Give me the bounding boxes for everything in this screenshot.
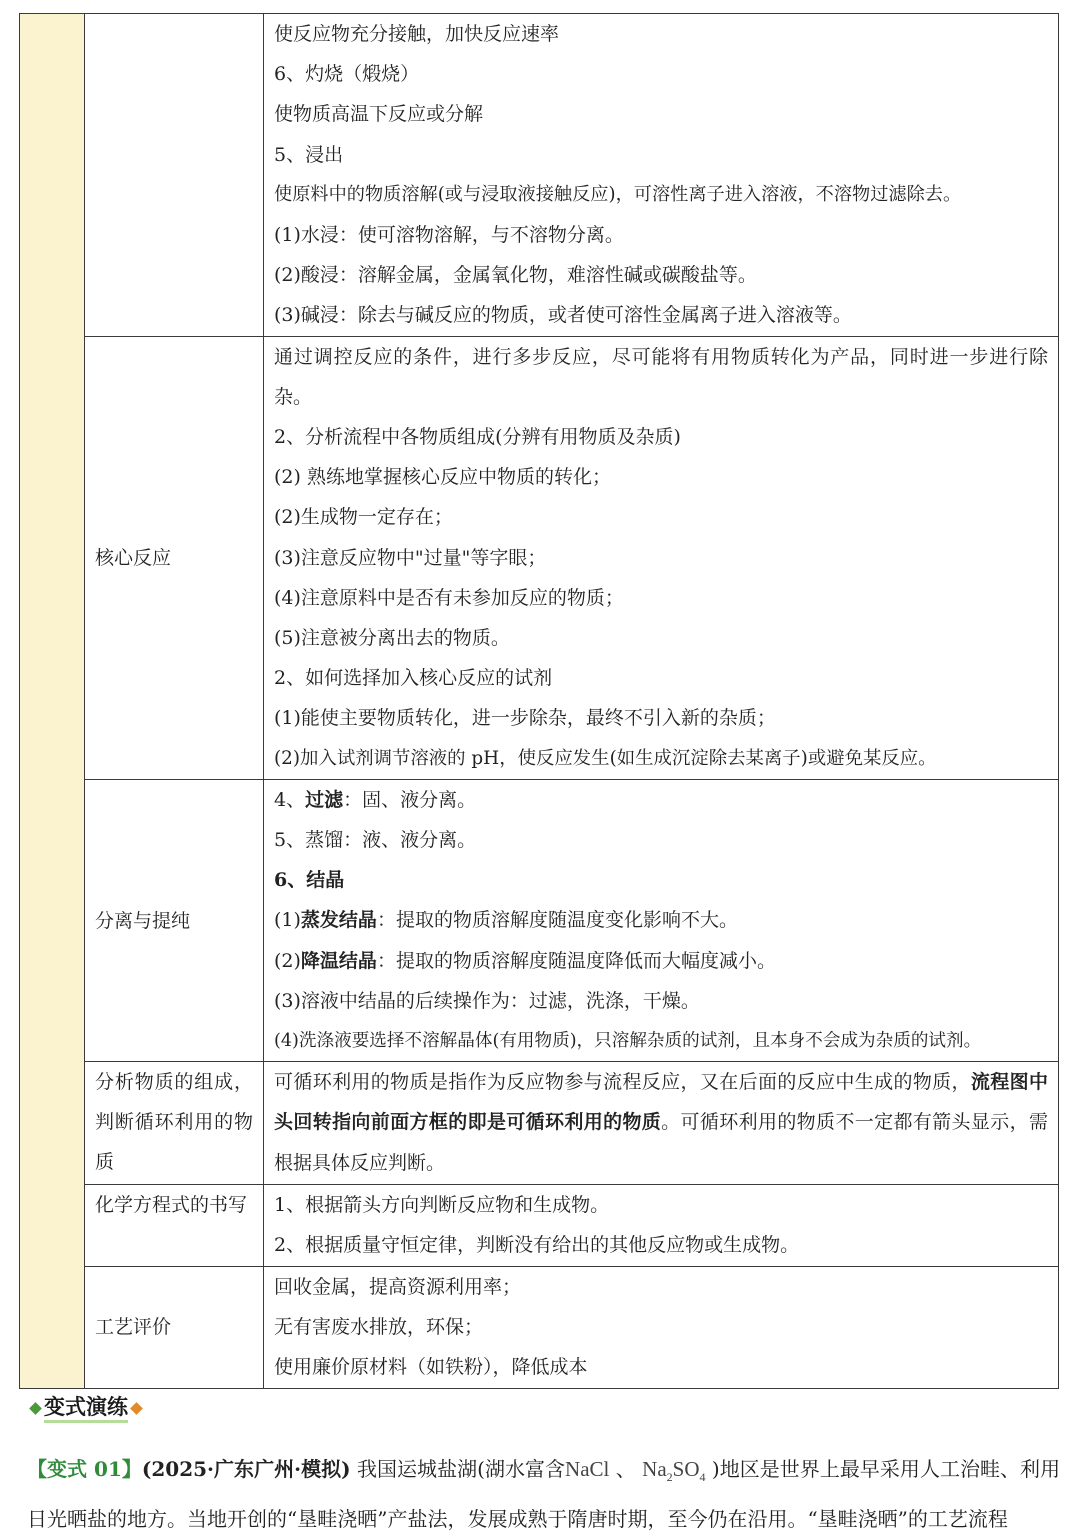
row-category: 分析物质的组成，判断循环利用的物质: [85, 1062, 264, 1185]
content-line: 通过调控反应的条件，进行多步反应，尽可能将有用物质转化为产品，同时进一步进行除杂。: [274, 345, 1048, 408]
content-line: (4)注意原料中是否有未参加反应的物质；: [274, 586, 624, 609]
row-content: [264, 1062, 1059, 1185]
row-content: [264, 336, 1059, 779]
content-line: (2) 熟练地掌握核心反应中物质的转化；: [274, 466, 611, 489]
content-line: (4)洗涤液要选择不溶解晶体(有用物质)，只溶解杂质的试剂，且本身不会成为杂质的试剂。: [274, 1031, 982, 1052]
row-content: [264, 1185, 1059, 1266]
formula-na2so4: $Na_2SO_4$: [642, 1457, 706, 1485]
table-row: [20, 14, 1059, 337]
content-line: 使反应物充分接触，加快反应速率: [274, 23, 560, 45]
formula-nacl: NaCl: [565, 1457, 610, 1481]
content-line: (1)水浸：使可溶物溶解，与不溶物分离。: [274, 224, 624, 247]
content-line: 2、根据质量守恒定律，判断没有给出的其他反应物或生成物。: [274, 1234, 800, 1257]
exercise-tag: 【变式 01】: [27, 1457, 142, 1481]
content-line: 使物质高温下反应或分解: [274, 103, 484, 126]
content-line: 5、浸出: [274, 143, 344, 166]
table-row: [20, 1266, 1059, 1388]
content-line: 6、灼烧（煅烧）: [274, 63, 420, 86]
exercise-text: 我国运城盐湖(湖水富含: [357, 1457, 566, 1481]
summary-table: [19, 13, 1059, 1389]
section-heading: [27, 1394, 145, 1423]
content-line: (2)生成物一定存在；: [274, 506, 453, 529]
content-line: (2)降温结晶：提取的物质溶解度随温度降低而大幅度减小。: [274, 949, 776, 972]
content-line: 6、结晶: [274, 869, 345, 892]
content-line: 使用廉价原材料（如铁粉），降低成本: [274, 1356, 588, 1379]
content-line: (5)注意被分离出去的物质。: [274, 627, 510, 650]
exercise-source: (2025·广东广州·模拟): [141, 1457, 351, 1481]
content-line: 回收金属，提高资源利用率；: [274, 1275, 522, 1298]
content-line: 使原料中的物质溶解(或与浸取液接触反应)，可溶性离子进入溶液，不溶物过滤除去。: [274, 183, 962, 205]
left-color-strip: [20, 14, 85, 1389]
diamond-left-icon: [29, 1402, 42, 1415]
content-line: (3)注意反应物中"过量"等字眼；: [274, 546, 547, 569]
row-category: 化学方程式的书写: [85, 1185, 264, 1266]
content-line: 1、根据箭头方向判断反应物和生成物。: [274, 1194, 610, 1217]
content-line: (1)蒸发结晶：提取的物质溶解度随温度变化影响不大。: [274, 909, 738, 932]
exercise-text: )地区是世界上最早采用人工治畦、利用日光晒盐的地方。当地开创的“垦畦浇晒”产盐法，发展成熟于隋唐时期，至今仍在沿用。“垦畦浇晒”的工艺流程: [27, 1457, 1061, 1532]
row-content: [264, 14, 1059, 337]
content-line: (3)溶液中结晶的后续操作为：过滤，洗涤，干燥。: [274, 989, 700, 1012]
row-category: 工艺评价: [85, 1266, 264, 1388]
row-category: 分离与提纯: [85, 779, 264, 1061]
content-line: 2、分析流程中各物质组成(分辨有用物质及杂质): [274, 426, 681, 449]
section-title: 变式演练: [44, 1394, 128, 1423]
table-row: [20, 779, 1059, 1061]
content-line: (3)碱浸：除去与碱反应的物质，或者使可溶性金属离子进入溶液等。: [274, 304, 852, 327]
exercise-paragraph: [27, 1448, 1060, 1540]
content-line: (1)能使主要物质转化，进一步除杂，最终不引入新的杂质；: [274, 707, 776, 730]
content-line: 无有害废水排放，环保；: [274, 1315, 484, 1338]
row-category: 核心反应: [85, 336, 264, 779]
content-line: (2)加入试剂调节溶液的 pH，使反应发生(如生成沉淀除去某离子)或避免某反应。: [274, 747, 937, 769]
table-row: [20, 1185, 1059, 1266]
diamond-right-icon: [130, 1402, 143, 1415]
row-content: [264, 1266, 1059, 1388]
separator: 、: [615, 1457, 636, 1481]
content-line: (2)酸浸：溶解金属，金属氧化物，难溶性碱或碳酸盐等。: [274, 264, 757, 287]
row-content: [264, 779, 1059, 1061]
content-line: 5、蒸馏：液、液分离。: [274, 829, 477, 852]
content-line: 2、如何选择加入核心反应的试剂: [274, 667, 553, 690]
table-row: [20, 1062, 1059, 1185]
content-paragraph: 可循环利用的物质是指作为反应物参与流程反应，又在后面的反应中生成的物质，流程图中头回转指向前面方框的即是可循环利用的物质。可循环利用的物质不一定都有箭头显示，需根据具体反应判断。: [274, 1071, 1048, 1174]
row-category: [85, 14, 264, 337]
content-line: 4、过滤：固、液分离。: [274, 788, 477, 811]
table-row: [20, 336, 1059, 779]
